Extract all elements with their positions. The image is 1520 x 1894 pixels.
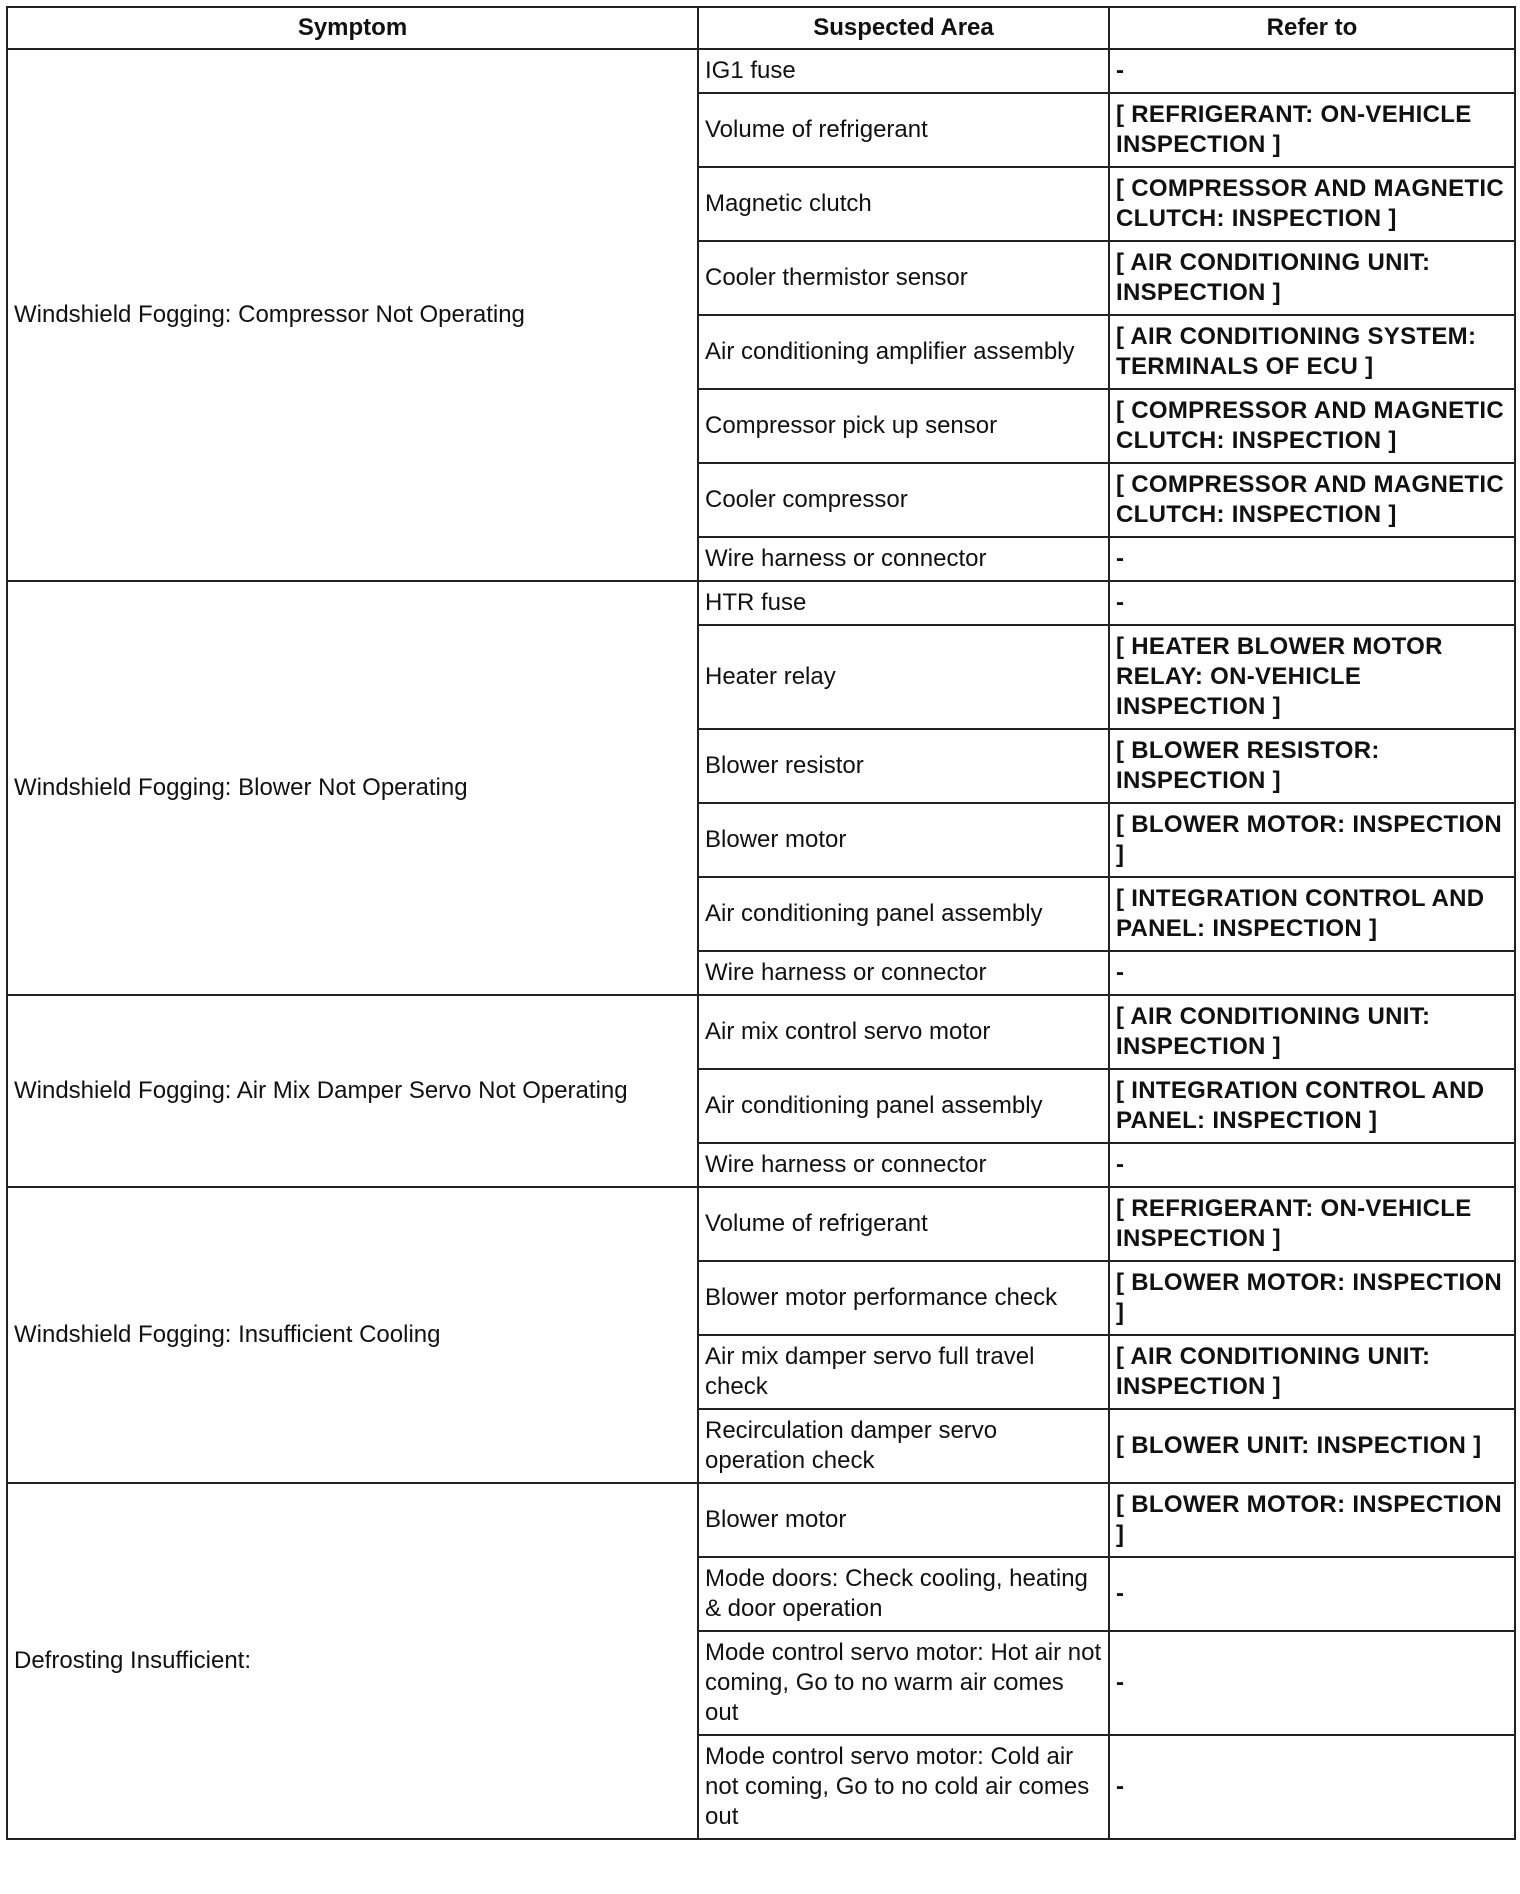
refer-to-cell: [ COMPRESSOR AND MAGNETIC CLUTCH: INSPECTION ]: [1109, 463, 1515, 537]
table-row: [7, 581, 1515, 625]
troubleshooting-table: [6, 6, 1516, 1840]
table-body: [7, 49, 1515, 1839]
refer-to-cell: [ AIR CONDITIONING SYSTEM: TERMINALS OF ECU ]: [1109, 315, 1515, 389]
suspected-area-cell: Wire harness or connector: [698, 1143, 1109, 1187]
symptom-cell: Defrosting Insufficient:: [7, 1483, 698, 1839]
suspected-area-cell: Blower motor: [698, 1483, 1109, 1557]
suspected-area-cell: Mode control servo motor: Hot air not coming, Go to no warm air comes out: [698, 1631, 1109, 1735]
suspected-area-cell: Air mix damper servo full travel check: [698, 1335, 1109, 1409]
refer-to-cell: -: [1109, 1557, 1515, 1631]
refer-to-cell: -: [1109, 49, 1515, 93]
suspected-area-cell: Wire harness or connector: [698, 951, 1109, 995]
header-symptom: Symptom: [7, 7, 698, 49]
table-row: [7, 995, 1515, 1069]
refer-to-cell: [ AIR CONDITIONING UNIT: INSPECTION ]: [1109, 995, 1515, 1069]
suspected-area-cell: Air mix control servo motor: [698, 995, 1109, 1069]
symptom-cell: Windshield Fogging: Blower Not Operating: [7, 581, 698, 995]
refer-to-cell: -: [1109, 537, 1515, 581]
symptom-cell: Windshield Fogging: Insufficient Cooling: [7, 1187, 698, 1483]
header-suspected-area: Suspected Area: [698, 7, 1109, 49]
refer-to-cell: [ INTEGRATION CONTROL AND PANEL: INSPECTION ]: [1109, 1069, 1515, 1143]
suspected-area-cell: Recirculation damper servo operation check: [698, 1409, 1109, 1483]
header-row: [7, 7, 1515, 49]
suspected-area-cell: Blower motor performance check: [698, 1261, 1109, 1335]
refer-to-cell: -: [1109, 1735, 1515, 1839]
header-refer-to: Refer to: [1109, 7, 1515, 49]
table-row: [7, 1187, 1515, 1261]
refer-to-cell: -: [1109, 1143, 1515, 1187]
suspected-area-cell: HTR fuse: [698, 581, 1109, 625]
symptom-cell: Windshield Fogging: Air Mix Damper Servo Not Operating: [7, 995, 698, 1187]
refer-to-cell: -: [1109, 1631, 1515, 1735]
suspected-area-cell: Heater relay: [698, 625, 1109, 729]
suspected-area-cell: Mode doors: Check cooling, heating & door operation: [698, 1557, 1109, 1631]
refer-to-cell: [ AIR CONDITIONING UNIT: INSPECTION ]: [1109, 241, 1515, 315]
suspected-area-cell: Magnetic clutch: [698, 167, 1109, 241]
refer-to-cell: [ BLOWER RESISTOR: INSPECTION ]: [1109, 729, 1515, 803]
refer-to-cell: -: [1109, 951, 1515, 995]
suspected-area-cell: Compressor pick up sensor: [698, 389, 1109, 463]
table-row: [7, 49, 1515, 93]
suspected-area-cell: Blower motor: [698, 803, 1109, 877]
refer-to-cell: [ COMPRESSOR AND MAGNETIC CLUTCH: INSPECTION ]: [1109, 167, 1515, 241]
suspected-area-cell: Volume of refrigerant: [698, 1187, 1109, 1261]
suspected-area-cell: Mode control servo motor: Cold air not coming, Go to no cold air comes out: [698, 1735, 1109, 1839]
suspected-area-cell: Air conditioning panel assembly: [698, 877, 1109, 951]
suspected-area-cell: Air conditioning panel assembly: [698, 1069, 1109, 1143]
suspected-area-cell: Volume of refrigerant: [698, 93, 1109, 167]
refer-to-cell: [ BLOWER MOTOR: INSPECTION ]: [1109, 1261, 1515, 1335]
table-row: [7, 1483, 1515, 1557]
symptom-cell: Windshield Fogging: Compressor Not Operating: [7, 49, 698, 581]
suspected-area-cell: Air conditioning amplifier assembly: [698, 315, 1109, 389]
refer-to-cell: [ AIR CONDITIONING UNIT: INSPECTION ]: [1109, 1335, 1515, 1409]
refer-to-cell: [ BLOWER UNIT: INSPECTION ]: [1109, 1409, 1515, 1483]
refer-to-cell: [ BLOWER MOTOR: INSPECTION ]: [1109, 803, 1515, 877]
suspected-area-cell: Cooler thermistor sensor: [698, 241, 1109, 315]
refer-to-cell: [ REFRIGERANT: ON-VEHICLE INSPECTION ]: [1109, 1187, 1515, 1261]
refer-to-cell: [ REFRIGERANT: ON-VEHICLE INSPECTION ]: [1109, 93, 1515, 167]
refer-to-cell: [ INTEGRATION CONTROL AND PANEL: INSPECTION ]: [1109, 877, 1515, 951]
suspected-area-cell: Cooler compressor: [698, 463, 1109, 537]
refer-to-cell: [ BLOWER MOTOR: INSPECTION ]: [1109, 1483, 1515, 1557]
refer-to-cell: [ HEATER BLOWER MOTOR RELAY: ON-VEHICLE INSPECTION ]: [1109, 625, 1515, 729]
suspected-area-cell: IG1 fuse: [698, 49, 1109, 93]
suspected-area-cell: Wire harness or connector: [698, 537, 1109, 581]
refer-to-cell: [ COMPRESSOR AND MAGNETIC CLUTCH: INSPECTION ]: [1109, 389, 1515, 463]
refer-to-cell: -: [1109, 581, 1515, 625]
suspected-area-cell: Blower resistor: [698, 729, 1109, 803]
